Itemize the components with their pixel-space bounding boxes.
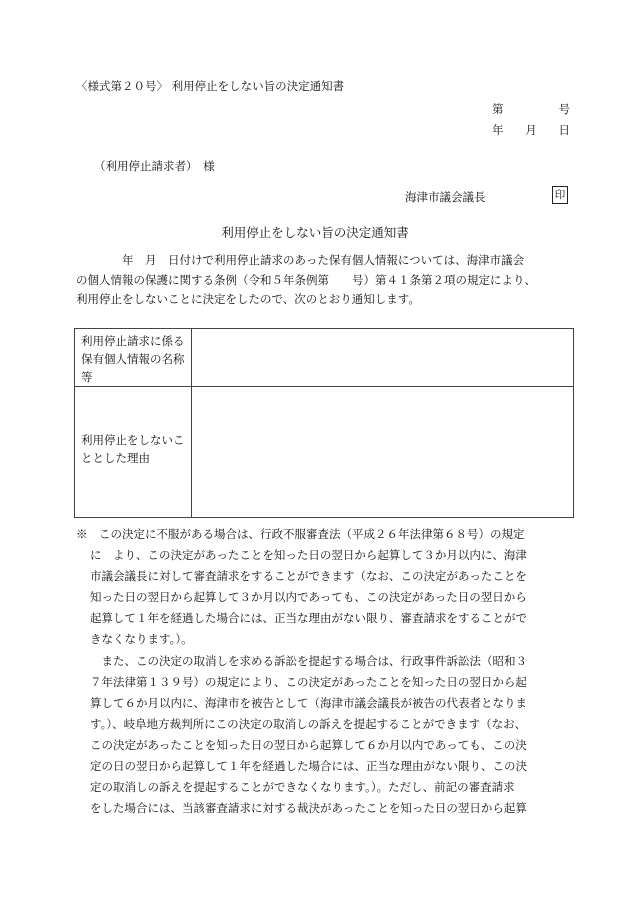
form-number-label: 〈様式第２０号〉 利用停止をしない旨の決定通知書 xyxy=(76,79,345,93)
document-title: 利用停止をしない旨の決定通知書 xyxy=(221,225,409,240)
date-month: 月 xyxy=(525,123,537,137)
document-number-date-block xyxy=(492,99,570,141)
note-appeal: ※ この決定に不服がある場合は、行政不服審査法（平成２６年法律第６８号）の規定 に より、この決定があったことを知った日の翌日から起算して３か月以内に、海津 市議会議長に対して審査請求をすることができます（なお、この決定があったことを 知った日の翌日から起算して３か月以内であっても、この決定があった日の翌日から 起算して１年を経過した場合には、正当な理由がない限り、審査請求をすることがで きなくなります。）。 xyxy=(76,527,527,647)
body-paragraph: 年 月 日付けで利用停止請求のあった保有個人情報については、海津市議会 の個人情報の保護に関する条例（令和５年条例第 号）第４１条第２項の規定により、 利用停止をしないことに決定をしたので、次のとおり通知します。 xyxy=(76,253,536,306)
sender-title: 海津市議会議長 xyxy=(405,190,486,204)
table-row2-label: 利用停止をしないこ ととした理由 xyxy=(81,433,185,465)
table-row-divider xyxy=(75,386,573,387)
addressee: （利用停止請求者） 様 xyxy=(94,159,215,173)
table-column-divider xyxy=(191,329,192,517)
issue-date-row xyxy=(492,120,570,141)
information-table xyxy=(74,328,574,518)
table-row1-label: 利用停止請求に係る 保有個人情報の名称 等 xyxy=(81,334,185,384)
notes-section xyxy=(76,524,576,819)
number-suffix: 号 xyxy=(558,102,570,116)
note-lawsuit: また、この決定の取消しを求める訴訟を提起する場合は、行政事件訴訟法（昭和３ ７年法律第１３９号）の規定により、この決定があったことを知った日の翌日から起 算して６か月以内に、海津市を被告として（海津市議会議長が被告の代表者となりま す。）、岐阜地方裁判所にこの決定の取消しの訴えを提起することができます（なお、 この決定があったことを知った日の翌日から起算して６か月以内であっても、この決 定の日の翌日から起算して１年を経過した場合には、正当な理由がない限り、この決 定の取消しの訴えを提起することができなくなります。）。ただし、前記の審査請求 をした場合には、当該審査請求に対する裁決があったことを知った日の翌日から起算 xyxy=(90,653,527,816)
seal-stamp: 印 xyxy=(552,186,568,204)
date-year: 年 xyxy=(492,123,504,137)
number-prefix: 第 xyxy=(492,102,504,116)
date-day: 日 xyxy=(558,123,570,137)
document-number-row xyxy=(492,99,570,120)
